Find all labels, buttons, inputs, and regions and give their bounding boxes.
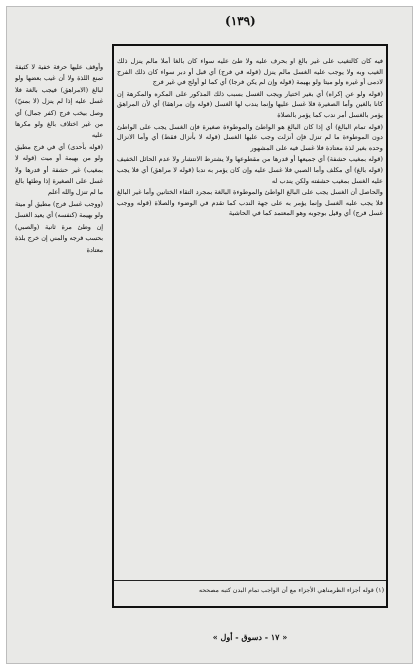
- main-paragraph: (قوله ولو عن إكراه) أي بغير اختيار ويجب الغسل بسبب ذلك المذكور على المكره والمكرهة إن كانا بالغين وأما الصغيرة فلا غسل عليها وإنما يندب لها الغسل (قوله وإن مراهقا) أي لأن المراهق يؤمر بالغسل أمر ندب كما يؤمر بالصلاة: [117, 89, 383, 119]
- main-paragraph: فيه كان كالتغيب على غير بالغ او بحرف عليه ولا طئ عليه سواء كان بالغا أملا مالم ينزل ذلك الغيب وبه ولا يوجب عليه الغسل مالم ينزل (قوله في فرج) أي قبل أو دبر سواء كان ذلك الفرج لادمى أو غيره ولو ميتا ولو بهيمة (قوله وإن لم يكن فرجا) أي كما لو أولج في غير فرج: [117, 57, 383, 87]
- page-number: (١٣٩): [225, 14, 256, 28]
- main-paragraph: (قوله تمام البالغ) أي إذا كان البالغ هو الواطئ والموطوءة صغيرة فإن الغسل يجب على الواطئ دون الموطوءة ما لم تنزل فإن أنزلت وجب عليها الغسل (قوله لا بأنزال فقط) أي وأما الانزال وحده بغير لذة معتادة فلا غسل فيه على المشهور: [117, 122, 383, 152]
- margin-text: [15, 62, 103, 602]
- footnote: (١) قوله أجزاء الظرمناهي الأجزاء مع أن الواجب تمام البدن كتبه مصححه: [199, 587, 384, 594]
- main-commentary-text: [117, 56, 383, 556]
- margin-paragraph: وأوقف عليها حرفة خفية لا كثيفة تمنع اللذة ولا أن غيب بعضها ولو لبالغ (الامراهق) فيجب بالغة فلا غسل عليه إذا لم ينزل (لا بمنيّ) وصل بيخب فرج (كفر جمال) أي من غير اختلاف بالغ ولو مكرها عليه: [15, 64, 103, 140]
- main-paragraph: (قوله بمغيب حشفة) أي جميعها أو قدرها من مقطوعها ولا يشترط الانتشار ولا عدم الحائل الخفيف (قوله بالغ) أي مكلف وأما الصبي فلا غسل عليه وإن كان يؤمر به ندبا (قوله لا مراهق) أي فلا يجب عليه الغسل بمغيب حشفته ولكن يندب له: [117, 155, 383, 185]
- margin-paragraph: (قوله بأحدى) أي في فرج مطيق ولو من بهيمة أو ميت (قوله لا بمغيب) غير حشفة أو قدرها ولا غسل على الصغيرة إذا وطئها بالغ ما لم تنزل والله أعلم: [15, 143, 103, 197]
- signature-mark: « ١٧ - دسوق - أول »: [212, 632, 288, 642]
- main-paragraph: والحاصل أن الغسل يجب على البالغ الواطئ والموطوءة البالغة بمجرد التقاء الختانين وأما غير البالغ فلا يجب عليه الغسل وإنما يؤمر به على جهة الندب كما تقدم في الوضوء والصلاة (قوله ووجب غسل فرج) أي وقيل بوجوبه وهو المعتمد كما في الحاشية: [117, 188, 383, 218]
- footnote-divider: [114, 580, 386, 581]
- margin-paragraph: (ووجب غسل فرج) مطيق أو ميتة ولو بهيمة (كنفسه) أي يعيد الغسل إن وطئ مرة ثانية (والصبي) بحسب فرجه والمني إن خرج بلذة معتادة: [15, 200, 103, 254]
